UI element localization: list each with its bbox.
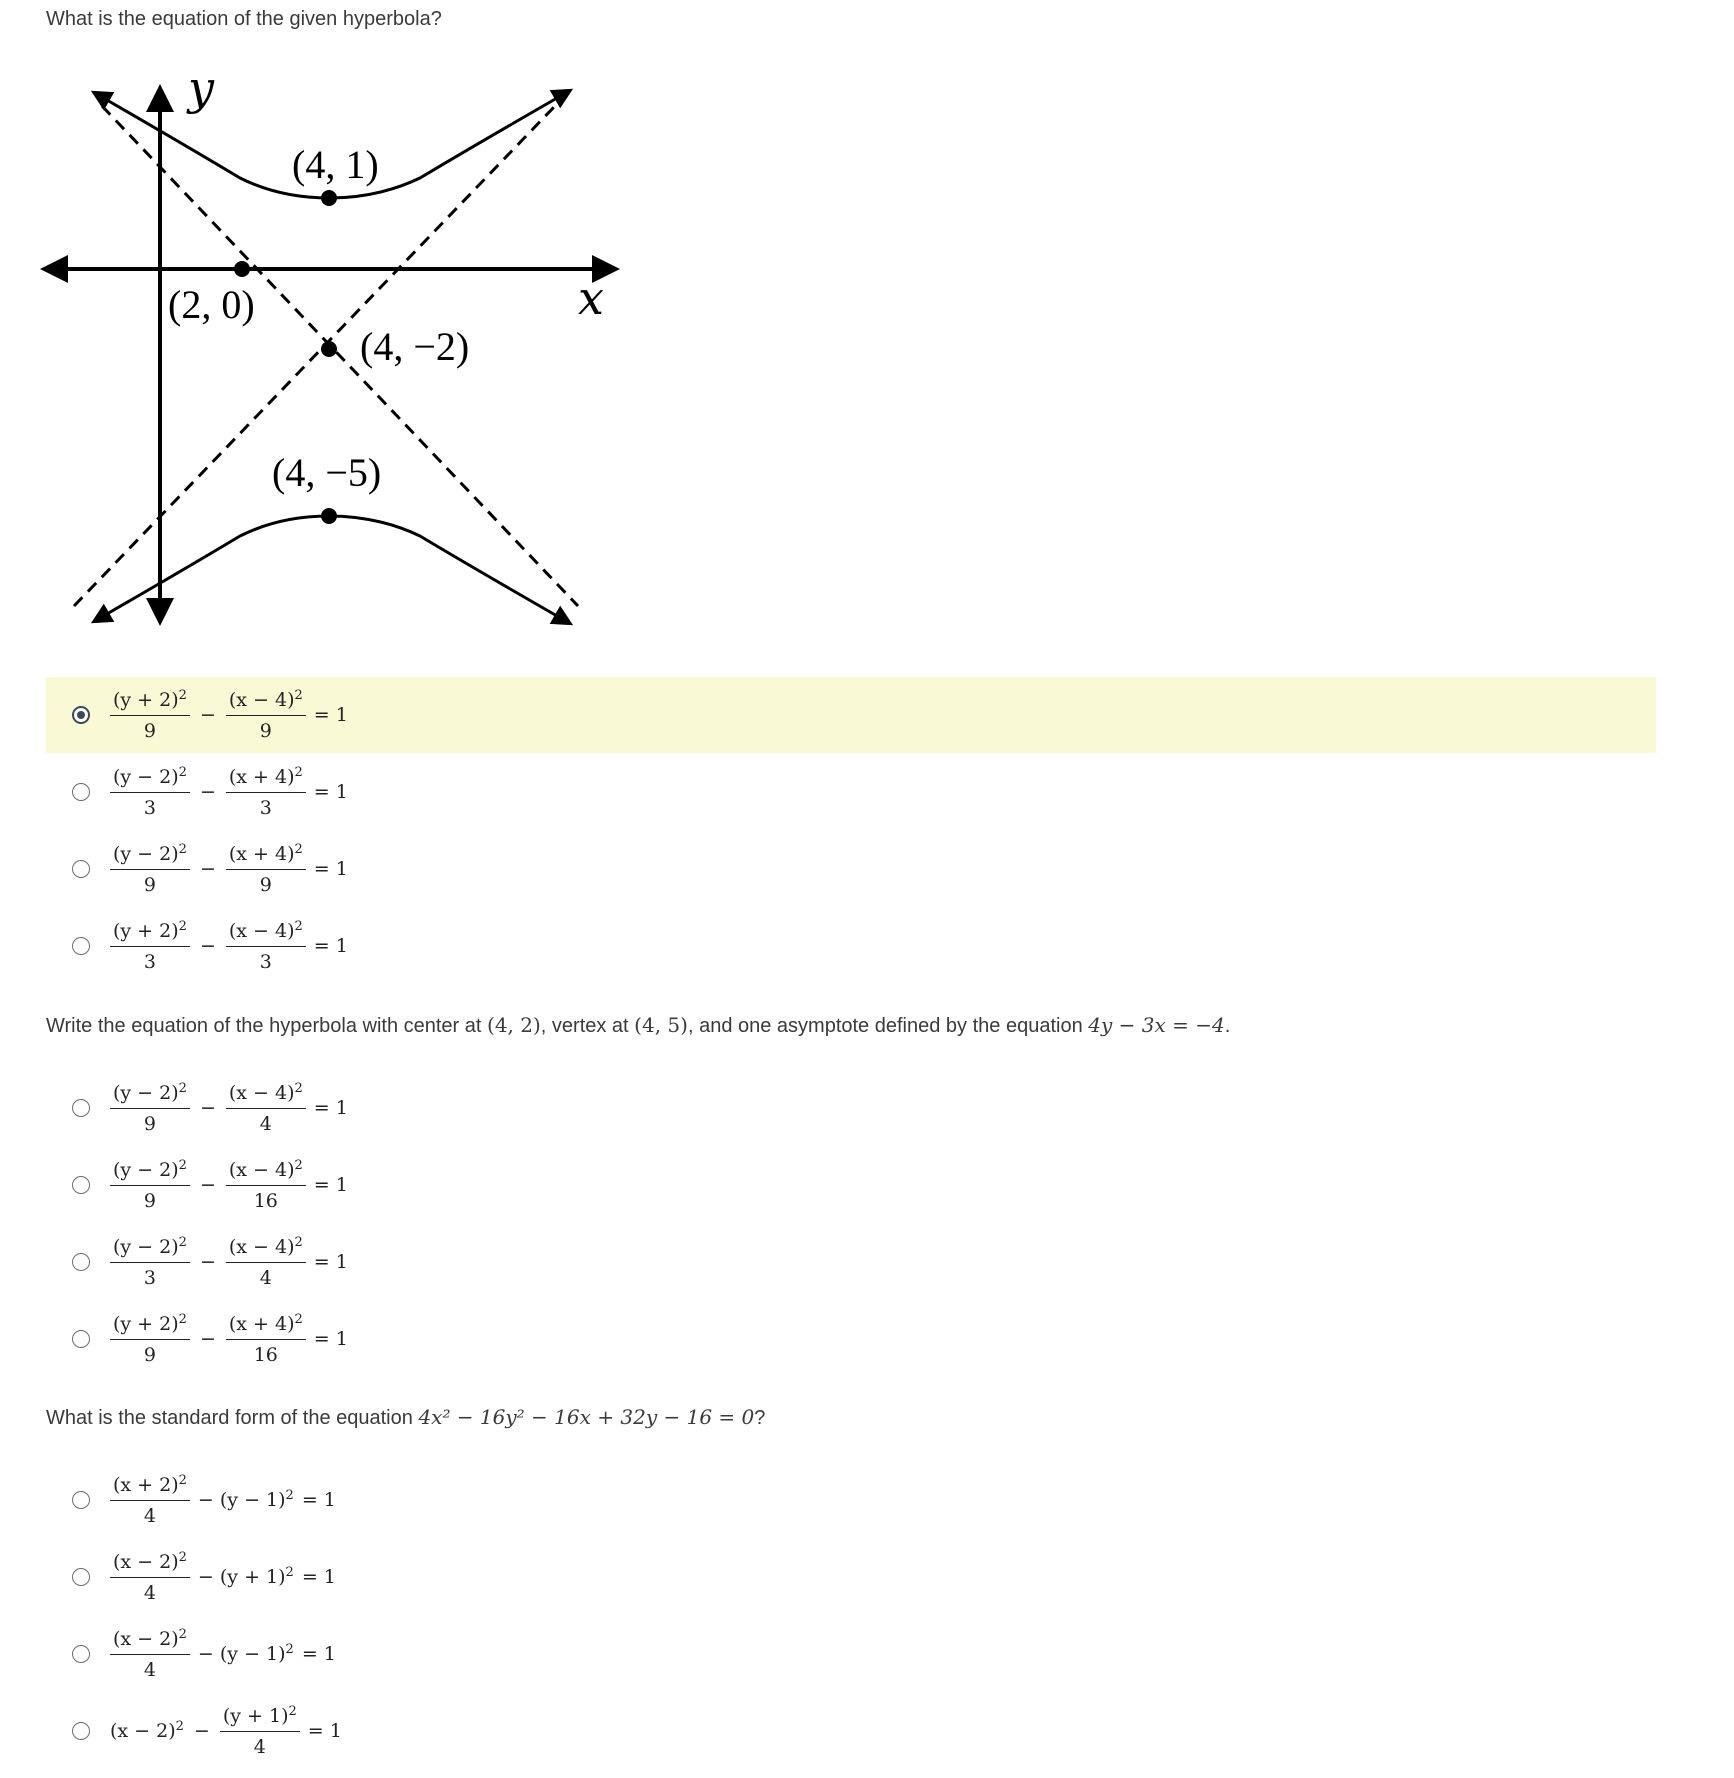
point-label-upper: (4, 1) (292, 142, 379, 187)
radio-button[interactable] (72, 937, 90, 955)
radio-button[interactable] (72, 1253, 90, 1271)
equation: $\frac{(y - 2)^2}{3}$ − $\frac{(x + 4)^2}{3}$ = 1 (106, 766, 352, 819)
point-label-lower: (4, −5) (272, 450, 382, 495)
equation: $\frac{(y + 2)^2}{9}$ − $\frac{(x + 4)^2}{16}$ = 1 (106, 1313, 352, 1366)
q2-option-3[interactable] (46, 1224, 1656, 1300)
radio-button[interactable] (72, 706, 90, 724)
q1-option-4[interactable] (46, 908, 1656, 984)
point-label-center: (4, −2) (360, 324, 470, 369)
radio-button[interactable] (72, 1568, 90, 1586)
q3-option-4[interactable] (46, 1693, 1656, 1769)
q3-option-3[interactable] (46, 1616, 1656, 1692)
q1-option-2[interactable] (46, 754, 1656, 830)
q1-option-3[interactable] (46, 831, 1656, 907)
equation: $\frac{(y - 2)^2}{9}$ − $\frac{(x - 4)^2}{16}$ = 1 (106, 1159, 352, 1212)
radio-button[interactable] (72, 783, 90, 801)
equation: $\frac{(y - 2)^2}{9}$ − $\frac{(x + 4)^2}{9}$ = 1 (106, 843, 352, 896)
y-axis-label: y (188, 78, 214, 115)
equation: $\frac{(y + 2)^2}{9}$ − $\frac{(x - 4)^2}{9}$ = 1 (106, 689, 352, 742)
q3-option-2[interactable] (46, 1539, 1656, 1615)
radio-button[interactable] (72, 1330, 90, 1348)
vertex-upper-dot (321, 190, 337, 206)
radio-button[interactable] (72, 1176, 90, 1194)
hyperbola-graph (40, 78, 630, 668)
equation: $\frac{(x + 2)^2}{4}$ − $(y - 1)^2$ = 1 (106, 1474, 340, 1527)
q2-option-1[interactable] (46, 1070, 1656, 1146)
q3-prompt: What is the standard form of the equation 4x² − 16y² − 16x + 32y − 16 = 0? (46, 1405, 766, 1429)
q1-prompt: What is the equation of the given hyperbola? (46, 8, 442, 30)
q2-option-2[interactable] (46, 1147, 1656, 1223)
vertex-lower-dot (321, 508, 337, 524)
x-intercept-dot (234, 261, 250, 277)
q1-option-1[interactable] (46, 677, 1656, 753)
equation: $\frac{(y + 2)^2}{3}$ − $\frac{(x - 4)^2}{3}$ = 1 (106, 920, 352, 973)
equation: $\frac{(x - 2)^2}{4}$ − $(y - 1)^2$ = 1 (106, 1628, 340, 1681)
q2-prompt: Write the equation of the hyperbola with center at (4, 2), vertex at (4, 5), and one asymptote defined by the equation 4y − 3x = −4. (46, 1013, 1231, 1037)
radio-button[interactable] (72, 1491, 90, 1509)
equation: $\frac{(y - 2)^2}{9}$ − $\frac{(x - 4)^2}{4}$ = 1 (106, 1082, 352, 1135)
radio-button[interactable] (72, 1099, 90, 1117)
lower-branch (100, 516, 564, 620)
center-dot (321, 341, 337, 357)
equation: $\frac{(x - 2)^2}{4}$ − $(y + 1)^2$ = 1 (106, 1551, 340, 1604)
equation: $(x - 2)^2$ − $\frac{(y + 1)^2}{4}$ = 1 (110, 1703, 342, 1758)
point-label-intercept: (2, 0) (168, 282, 255, 327)
radio-button[interactable] (72, 1645, 90, 1663)
q3-option-1[interactable] (46, 1462, 1656, 1538)
radio-button[interactable] (72, 1722, 90, 1740)
q2-option-4[interactable] (46, 1301, 1656, 1377)
equation: $\frac{(y - 2)^2}{3}$ − $\frac{(x - 4)^2}{4}$ = 1 (106, 1236, 352, 1289)
x-axis-label: x (578, 271, 604, 325)
radio-button[interactable] (72, 860, 90, 878)
